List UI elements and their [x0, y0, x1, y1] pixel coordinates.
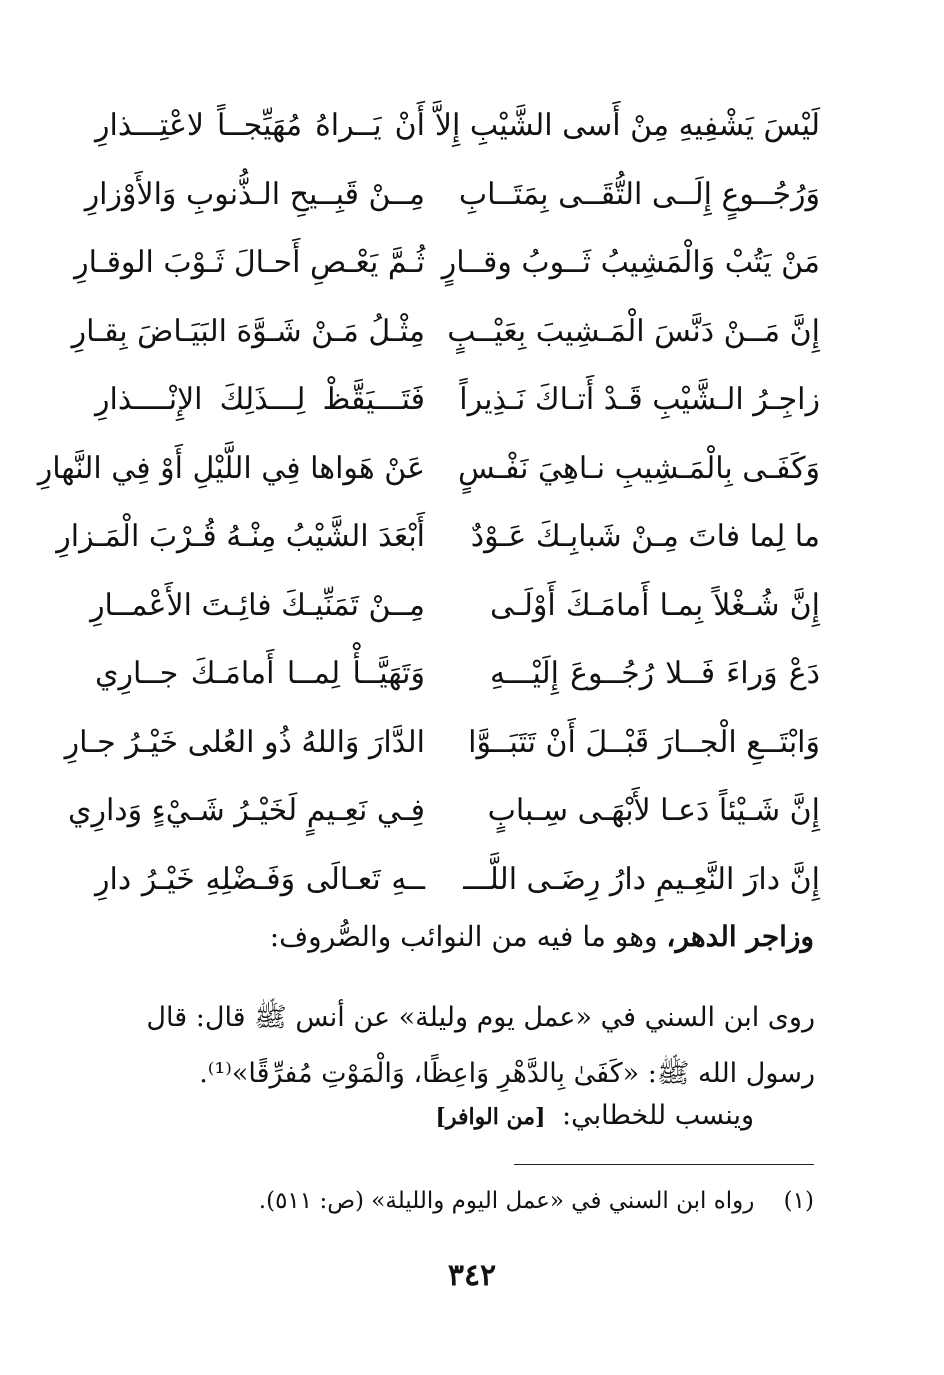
second-hemistich: مِثْـلُ مَـنْ شَـوَّهَ البَيَـاضَ بِقـارِ: [71, 313, 425, 349]
second-hemistich: أَبْعَدَ الشَّيْبُ مِنْـهُ قُـرْبَ الْمَـزارِ: [56, 519, 425, 555]
meter-label: [من الوافر]: [435, 1104, 546, 1130]
paragraph-line: روى ابن السني في «عمل يوم وليلة» عن أنس ﷺ قال: قال: [146, 1002, 815, 1033]
second-hemistich: فَتَـــيَقَّظْ لِـــذَلِكَ الإِنْــــذارِ: [95, 382, 425, 418]
verse: [71, 298, 820, 367]
first-hemistich: إِنَّ شُـغْلاً بِمـا أَمامَـكَ أَوْلَـى: [490, 587, 820, 623]
footnote-number: (١): [783, 1188, 814, 1214]
page-number: ٣٤٢: [447, 1258, 497, 1293]
second-hemistich: أَنْ يَــراهُ مُهَيِّجــاً لاعْتِـــذارِ: [95, 108, 425, 144]
second-hemistich: الدَّارَ وَاللهُ ذُو العُلى خَيْـرُ جـارِ: [64, 724, 425, 760]
attribution-text: وينسب للخطابي:: [562, 1100, 754, 1131]
second-hemistich: فِـي نَعِـيمٍ لَخَيْـرُ شَـيْءٍ وَدارِي: [68, 793, 425, 829]
first-hemistich: وَكَفَـى بِالْمَـشِيبِ نـاهِيَ نَفْـسٍ: [457, 450, 820, 486]
second-hemistich: ــهِ تَعـالَى وَفَـضْلِهِ خَيْـرُ دارِ: [95, 861, 425, 897]
hadith-paragraph: [105, 990, 815, 1102]
verse: [90, 572, 820, 641]
heading-bold: وزاجر الدهر،: [666, 920, 814, 953]
second-hemistich: عَنْ هَواها فِي اللَّيْلِ أَوْ فِي النَّهارِ: [37, 450, 425, 486]
paragraph-line: رسول الله ﷺ: «كَفَىٰ بِالدَّهْرِ وَاعِظًا، وَالْمَوْتِ مُفرِّقًا»⁽¹⁾.: [199, 1058, 815, 1089]
poem: [37, 92, 820, 914]
verse: [95, 640, 820, 709]
verse: [95, 92, 820, 161]
first-hemistich: إِنَّ شَـيْئاً دَعـا لأَبْهَـى سِـبابٍ: [487, 793, 820, 829]
verse: [37, 435, 820, 504]
first-hemistich: لَيْسَ يَشْفِيهِ مِنْ أَسى الشَّيْبِ إِلاَّ: [434, 108, 820, 144]
first-hemistich: وَابْتَــعِ الْجــارَ قَبْــلَ أَنْ تَتَبَــوَّا: [468, 724, 820, 760]
verse: [95, 366, 820, 435]
heading-rest: وهو ما فيه من النوائب والصُّروف:: [269, 920, 667, 953]
first-hemistich: دَعْ وَراءَ فَــلا رُجُــوعَ إِلَيْـــهِ: [490, 656, 820, 692]
verse: [84, 161, 820, 230]
verse: [56, 503, 820, 572]
first-hemistich: مَنْ يَتُبْ وَالْمَشِيبُ ثَــوبُ وقــارٍ: [441, 245, 820, 281]
footnote-text: رواه ابن السني في «عمل اليوم والليلة» (ص: ٥١١).: [258, 1188, 755, 1214]
second-hemistich: مِــنْ قَبِــيحِ الـذُّنوبِ وَالأَوْزارِ: [84, 176, 425, 212]
verse: [95, 846, 820, 915]
first-hemistich: إِنَّ دارَ النَّعِـيمِ دارُ رِضَـى اللَّـــ: [463, 861, 820, 897]
verse: [68, 777, 820, 846]
first-hemistich: إِنَّ مَــنْ دَنَّسَ الْمَـشِيبَ بِعَيْــبٍ: [447, 313, 820, 349]
first-hemistich: زاجِـرُ الـشَّيْبِ قَـدْ أَتـاكَ نَـذِيراً: [459, 382, 820, 418]
verse: [64, 709, 820, 778]
second-hemistich: ثُـمَّ يَعْـصِ أَحـالَ ثَـوْبَ الوقـارِ: [74, 245, 425, 281]
first-hemistich: وَرُجُــوعٍ إِلَــى التُّقَــى بِمَتَــابِ: [458, 176, 820, 212]
first-hemistich: ما لِما فاتَ مِـنْ شَبابِـكَ عَـوْدٌ: [470, 519, 820, 555]
verse: [74, 229, 820, 298]
attribution-line: [435, 1100, 754, 1131]
second-hemistich: مِــنْ تَمَنِّيـكَ فائِـتَ الأَعْمــارِ: [90, 587, 425, 623]
second-hemistich: وَتَهَيَّــأْ لِمــا أَمامَـكَ جــارِي: [95, 656, 425, 692]
section-heading: [270, 920, 814, 953]
footnote: [259, 1188, 814, 1214]
footnote-divider: [514, 1164, 814, 1165]
